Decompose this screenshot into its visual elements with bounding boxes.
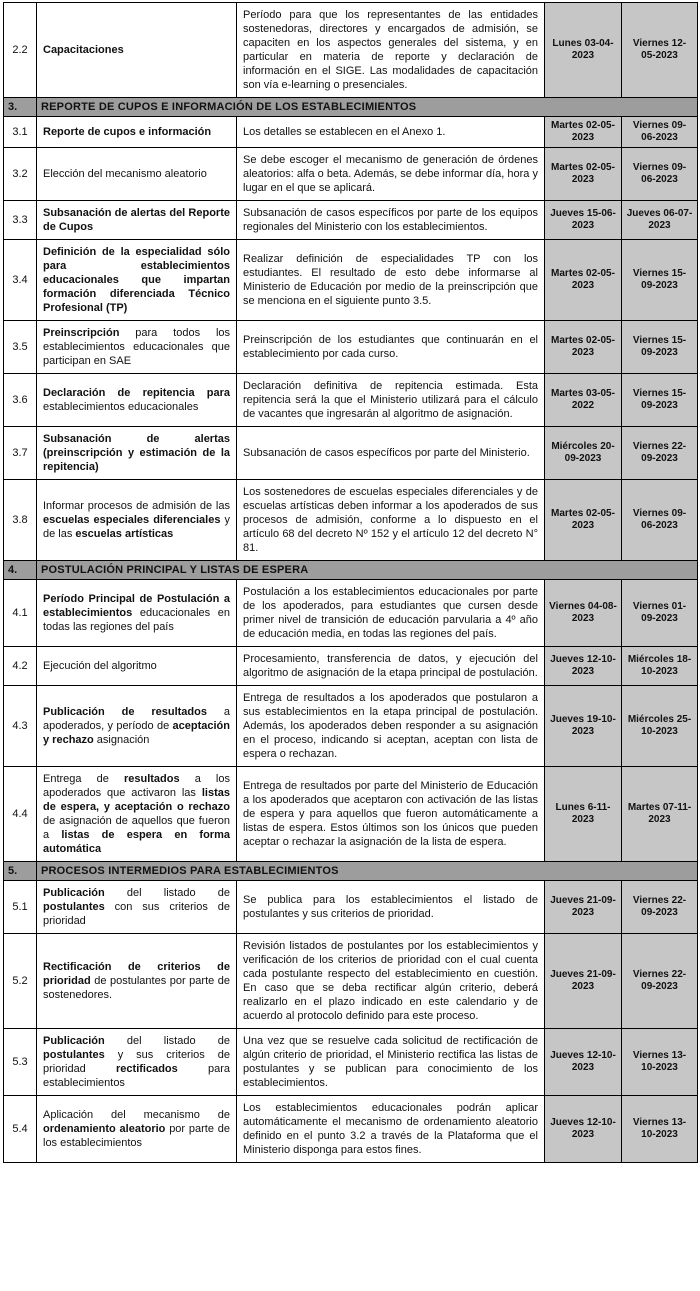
- description-cell: Realizar definición de especialidades TP con los estudiantes. El resultado de esto debe informarse al Ministerio de Educación por medio de la preinscripción que se menciona en el siguiente punto 3.5.: [237, 240, 545, 321]
- description-cell: Entrega de resultados a los apoderados que postularon a sus establecimientos en la etapa principal de postulación. Además, los apoderados deben responder a su asignación en el proceso, indicando si aceptan, aceptan con lista de espera o rechazan.: [237, 686, 545, 767]
- start-date-cell: Lunes 6-11-2023: [545, 767, 622, 862]
- table-row: [4, 934, 698, 1029]
- activity-cell: Preinscripción para todos los establecimientos educacionales que participan en SAE: [37, 321, 237, 374]
- row-number: 5.1: [4, 881, 37, 934]
- end-date-cell: Viernes 09-06-2023: [622, 117, 698, 148]
- row-number: 5.2: [4, 934, 37, 1029]
- end-date-cell: Viernes 09-06-2023: [622, 148, 698, 201]
- row-number: 4.4: [4, 767, 37, 862]
- row-number: 3.7: [4, 427, 37, 480]
- activity-cell: Período Principal de Postulación a establecimientos educacionales en todas las regiones del país: [37, 580, 237, 647]
- start-date-cell: Jueves 15-06-2023: [545, 201, 622, 240]
- description-cell: Subsanación de casos específicos por parte de los equipos regionales del Ministerio con los establecimientos.: [237, 201, 545, 240]
- end-date-cell: Viernes 15-09-2023: [622, 321, 698, 374]
- start-date-cell: Jueves 12-10-2023: [545, 1029, 622, 1096]
- table-row: [4, 374, 698, 427]
- row-number: 4.3: [4, 686, 37, 767]
- table-row: [4, 117, 698, 148]
- row-number: 4.2: [4, 647, 37, 686]
- description-cell: Preinscripción de los estudiantes que continuarán en el establecimiento por cada curso.: [237, 321, 545, 374]
- start-date-cell: Martes 02-05-2023: [545, 148, 622, 201]
- section-number: 5.: [4, 862, 37, 881]
- activity-cell: Ejecución del algoritmo: [37, 647, 237, 686]
- section-number: 3.: [4, 98, 37, 117]
- end-date-cell: Viernes 01-09-2023: [622, 580, 698, 647]
- description-cell: Se debe escoger el mecanismo de generación de órdenes aleatorios: alfa o beta. Además, se debe informar día, hora y lugar en el que se aplicará.: [237, 148, 545, 201]
- description-cell: Subsanación de casos específicos por parte del Ministerio.: [237, 427, 545, 480]
- row-number: 3.1: [4, 117, 37, 148]
- table-row: [4, 580, 698, 647]
- end-date-cell: Viernes 15-09-2023: [622, 240, 698, 321]
- start-date-cell: Miércoles 20-09-2023: [545, 427, 622, 480]
- table-row: [4, 240, 698, 321]
- table-row: [4, 427, 698, 480]
- table-row: [4, 1029, 698, 1096]
- description-cell: Declaración definitiva de repitencia estimada. Esta repitencia será la que el Ministerio utilizará para el cálculo de vacantes que ingresarán al algoritmo de asignación.: [237, 374, 545, 427]
- row-number: 3.6: [4, 374, 37, 427]
- calendar-table-body: [4, 3, 698, 1163]
- description-cell: Se publica para los establecimientos el listado de postulantes y sus criterios de prioridad.: [237, 881, 545, 934]
- end-date-cell: Miércoles 18-10-2023: [622, 647, 698, 686]
- row-number: 3.3: [4, 201, 37, 240]
- section-header-row: [4, 561, 698, 580]
- end-date-cell: Viernes 22-09-2023: [622, 934, 698, 1029]
- start-date-cell: Jueves 12-10-2023: [545, 1096, 622, 1163]
- end-date-cell: Viernes 13-10-2023: [622, 1096, 698, 1163]
- section-header-row: [4, 98, 698, 117]
- start-date-cell: Jueves 21-09-2023: [545, 881, 622, 934]
- end-date-cell: Martes 07-11-2023: [622, 767, 698, 862]
- activity-cell: Elección del mecanismo aleatorio: [37, 148, 237, 201]
- row-number: 5.3: [4, 1029, 37, 1096]
- end-date-cell: Viernes 22-09-2023: [622, 881, 698, 934]
- row-number: 5.4: [4, 1096, 37, 1163]
- activity-cell: Subsanación de alertas del Reporte de Cupos: [37, 201, 237, 240]
- description-cell: Los detalles se establecen en el Anexo 1.: [237, 117, 545, 148]
- description-cell: Los sostenedores de escuelas especiales diferenciales y de escuelas artísticas deben informar a los apoderados de sus procesos de admisión, conforme a lo dispuesto en el artículo 68 del decreto Nº 152 y el artículo 12 del decreto N° 81.: [237, 480, 545, 561]
- description-cell: Procesamiento, transferencia de datos, y ejecución del algoritmo de asignación de la etapa principal de postulación.: [237, 647, 545, 686]
- table-row: [4, 767, 698, 862]
- table-row: [4, 686, 698, 767]
- start-date-cell: Martes 03-05-2022: [545, 374, 622, 427]
- table-row: [4, 148, 698, 201]
- start-date-cell: Martes 02-05-2023: [545, 117, 622, 148]
- activity-cell: Aplicación del mecanismo de ordenamiento aleatorio por parte de los establecimientos: [37, 1096, 237, 1163]
- description-cell: Período para que los representantes de las entidades sostenedoras, directores y encargados de admisión, se capaciten en los aspectos generales del sistema, y en particular en materia de reporte y declaración de información en el SIGE. Las modalidades de capacitación son vía e-learning o presenciales.: [237, 3, 545, 98]
- row-number: 3.8: [4, 480, 37, 561]
- row-number: 3.4: [4, 240, 37, 321]
- end-date-cell: Miércoles 25-10-2023: [622, 686, 698, 767]
- description-cell: Entrega de resultados por parte del Ministerio de Educación a los apoderados que aceptaron con activación de las listas de espera y para aquellos que fueron automáticamente a listas de espera. Estos últimos son los únicos que pueden aceptar o rechazar la asignación de la lista de espera.: [237, 767, 545, 862]
- description-cell: Revisión listados de postulantes por los establecimientos y verificación de los criterios de prioridad con el cual cuenta cada postulante respecto del establecimiento en cuestión. En caso que se deba rectificar algún criterio, deberá realizarlo en el plazo indicado en este calendario y de acuerdo al protocolo definido para este proceso.: [237, 934, 545, 1029]
- table-row: [4, 1096, 698, 1163]
- row-number: 3.2: [4, 148, 37, 201]
- end-date-cell: Viernes 22-09-2023: [622, 427, 698, 480]
- activity-cell: Capacitaciones: [37, 3, 237, 98]
- row-number: 3.5: [4, 321, 37, 374]
- activity-cell: Publicación de resultados a apoderados, y período de aceptación y rechazo asignación: [37, 686, 237, 767]
- end-date-cell: Viernes 13-10-2023: [622, 1029, 698, 1096]
- section-title: REPORTE DE CUPOS E INFORMACIÓN DE LOS ESTABLECIMIENTOS: [37, 98, 698, 117]
- table-row: [4, 881, 698, 934]
- start-date-cell: Martes 02-05-2023: [545, 321, 622, 374]
- activity-cell: Informar procesos de admisión de las escuelas especiales diferenciales y de las escuelas artísticas: [37, 480, 237, 561]
- activity-cell: Entrega de resultados a los apoderados que activaron las listas de espera, y aceptación o rechazo de asignación de aquellos que fueron a listas de espera en forma automática: [37, 767, 237, 862]
- start-date-cell: Jueves 21-09-2023: [545, 934, 622, 1029]
- table-row: [4, 647, 698, 686]
- section-title: PROCESOS INTERMEDIOS PARA ESTABLECIMIENTOS: [37, 862, 698, 881]
- row-number: 4.1: [4, 580, 37, 647]
- start-date-cell: Martes 02-05-2023: [545, 480, 622, 561]
- description-cell: Los establecimientos educacionales podrán aplicar automáticamente el mecanismo de ordenamiento aleatorio definido en el punto 3.2 a través de la Plataforma que el Ministerio disponga para estos fines.: [237, 1096, 545, 1163]
- activity-cell: Subsanación de alertas (preinscripción y estimación de la repitencia): [37, 427, 237, 480]
- table-row: [4, 3, 698, 98]
- activity-cell: Reporte de cupos e información: [37, 117, 237, 148]
- start-date-cell: Viernes 04-08-2023: [545, 580, 622, 647]
- section-title: POSTULACIÓN PRINCIPAL Y LISTAS DE ESPERA: [37, 561, 698, 580]
- table-row: [4, 201, 698, 240]
- description-cell: Postulación a los establecimientos educacionales por parte de los apoderados, para estudiantes que cursen desde primer nivel de transición de educación parvularia a 4º año de educación media, en todas las regiones del país.: [237, 580, 545, 647]
- start-date-cell: Jueves 19-10-2023: [545, 686, 622, 767]
- activity-cell: Declaración de repitencia para establecimientos educacionales: [37, 374, 237, 427]
- row-number: 2.2: [4, 3, 37, 98]
- activity-cell: Publicación del listado de postulantes y sus criterios de prioridad rectificados para establecimientos: [37, 1029, 237, 1096]
- table-row: [4, 321, 698, 374]
- start-date-cell: Martes 02-05-2023: [545, 240, 622, 321]
- start-date-cell: Jueves 12-10-2023: [545, 647, 622, 686]
- table-row: [4, 480, 698, 561]
- activity-cell: Rectificación de criterios de prioridad de postulantes por parte de sostenedores.: [37, 934, 237, 1029]
- section-number: 4.: [4, 561, 37, 580]
- end-date-cell: Viernes 15-09-2023: [622, 374, 698, 427]
- section-header-row: [4, 862, 698, 881]
- end-date-cell: Viernes 09-06-2023: [622, 480, 698, 561]
- end-date-cell: Jueves 06-07-2023: [622, 201, 698, 240]
- end-date-cell: Viernes 12-05-2023: [622, 3, 698, 98]
- activity-cell: Definición de la especialidad sólo para establecimientos educacionales que impartan formación diferenciada Técnico Profesional (TP): [37, 240, 237, 321]
- activity-cell: Publicación del listado de postulantes con sus criterios de prioridad: [37, 881, 237, 934]
- admission-calendar-table: [3, 2, 698, 1163]
- description-cell: Una vez que se resuelve cada solicitud de rectificación de algún criterio de prioridad, el Ministerio rectifica las listas de postulantes y se publican para conocimiento de los establecimientos.: [237, 1029, 545, 1096]
- start-date-cell: Lunes 03-04-2023: [545, 3, 622, 98]
